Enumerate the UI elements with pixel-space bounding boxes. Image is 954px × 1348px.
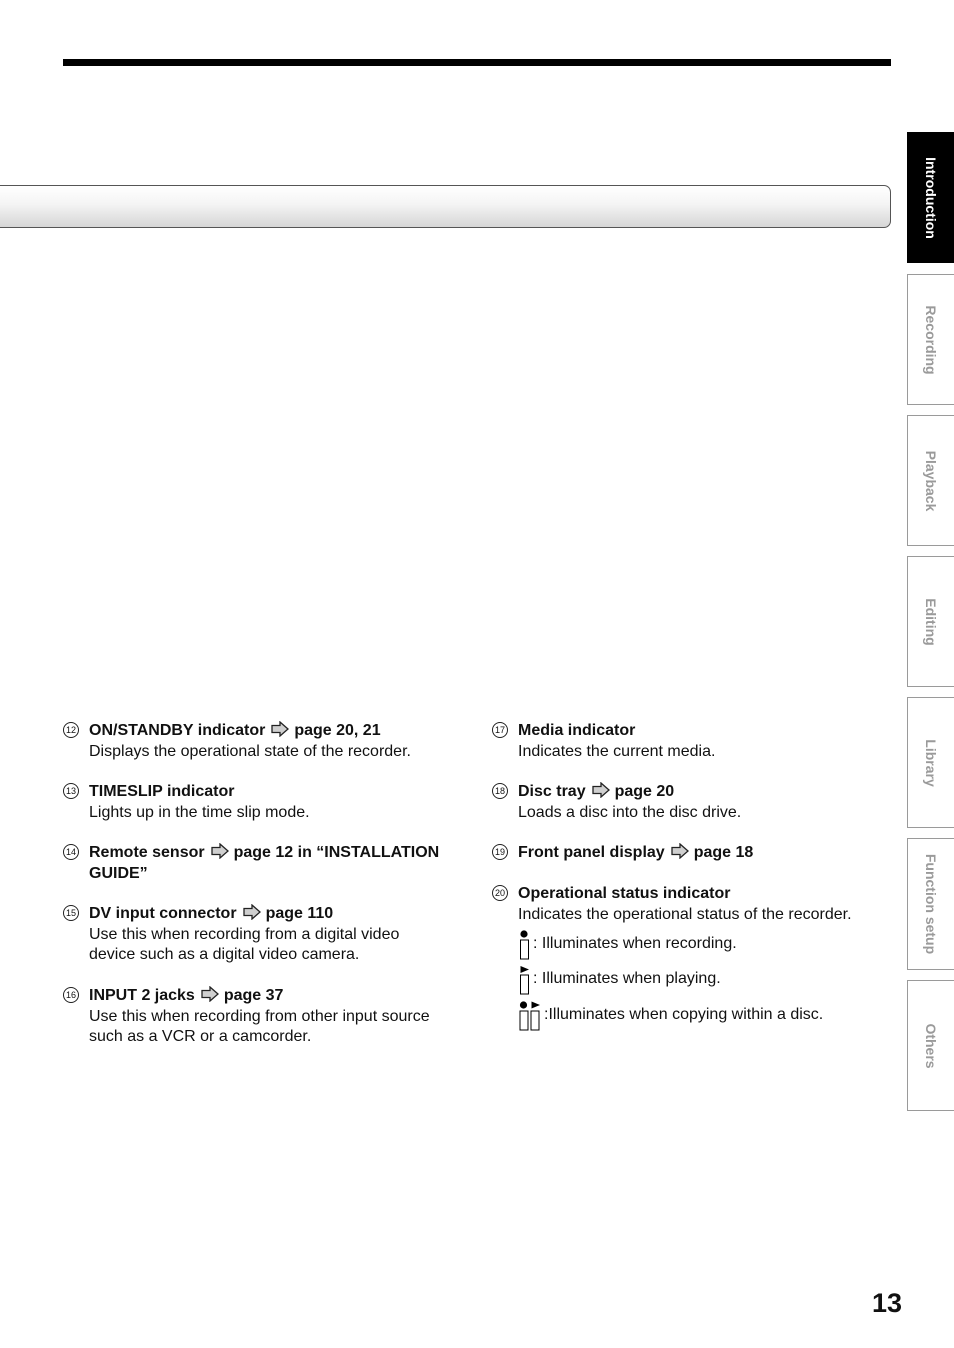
tab-label: Function setup xyxy=(923,853,939,955)
item-number: 18 xyxy=(492,783,508,799)
item-number: 17 xyxy=(492,722,508,738)
item-title: INPUT 2 jacks xyxy=(89,987,195,1004)
copy-indicator-icon xyxy=(518,1000,544,1032)
page-reference-arrow-icon xyxy=(200,986,220,1002)
page-reference: page 37 xyxy=(223,987,284,1004)
tab-label: Editing xyxy=(923,597,939,646)
item-title: Operational status indicator xyxy=(518,885,731,902)
page-reference-arrow-icon xyxy=(210,843,230,859)
page-reference: page 20, 21 xyxy=(294,722,381,739)
item-description: Use this when recording from a digital video device such as a digital video camera. xyxy=(89,925,400,963)
page-reference: page 110 xyxy=(265,905,334,922)
tab-function-setup[interactable] xyxy=(907,838,954,970)
page-reference: page 12 in “INSTALLATION GUIDE” xyxy=(89,844,440,882)
tab-label: Others xyxy=(923,1022,939,1069)
page-reference: page 18 xyxy=(693,844,754,861)
item-title: Media indicator xyxy=(518,722,636,739)
item-title: TIMESLIP indicator xyxy=(89,783,235,800)
item-number: 15 xyxy=(63,905,79,921)
status-description: : Illuminates when playing. xyxy=(533,970,721,987)
tab-label: Library xyxy=(923,738,939,787)
item-title: Disc tray xyxy=(518,783,586,800)
item-description: Indicates the current media. xyxy=(518,742,716,760)
tab-recording[interactable] xyxy=(907,274,954,405)
status-description: : Illuminates when recording. xyxy=(533,935,737,952)
item-number: 20 xyxy=(492,885,508,901)
tab-introduction[interactable] xyxy=(907,132,954,263)
item-number: 12 xyxy=(63,722,79,738)
item-description: Indicates the operational status of the recorder. xyxy=(518,905,852,923)
status-description: :Illuminates when copying within a disc. xyxy=(544,1006,824,1023)
record-indicator-icon xyxy=(518,929,532,961)
page-reference-arrow-icon xyxy=(270,721,290,737)
item-number: 13 xyxy=(63,783,79,799)
tab-library[interactable] xyxy=(907,697,954,828)
top-rule xyxy=(63,59,891,66)
tab-label: Playback xyxy=(923,450,939,511)
tab-playback[interactable] xyxy=(907,415,954,546)
item-description: Loads a disc into the disc drive. xyxy=(518,803,742,821)
page-reference-arrow-icon xyxy=(591,782,611,798)
page-reference-arrow-icon xyxy=(242,904,262,920)
item-title: Remote sensor xyxy=(89,844,205,861)
item-title: Front panel display xyxy=(518,844,665,861)
item-title: DV input connector xyxy=(89,905,237,922)
tab-label: Recording xyxy=(923,304,939,375)
item-title: ON/STANDBY indicator xyxy=(89,722,266,739)
page-number: 13 xyxy=(872,1288,903,1318)
page-reference-arrow-icon xyxy=(670,843,690,859)
page-reference: page 20 xyxy=(614,783,675,800)
item-description: Use this when recording from other input source such as a VCR or a camcorder. xyxy=(89,1007,430,1045)
tab-label: Introduction xyxy=(923,156,939,239)
item-description: Lights up in the time slip mode. xyxy=(89,803,310,821)
section-header-bar xyxy=(0,185,891,228)
item-number: 14 xyxy=(63,844,79,860)
item-description: Displays the operational state of the recorder. xyxy=(89,742,411,760)
play-indicator-icon xyxy=(518,964,532,996)
tab-others[interactable] xyxy=(907,980,954,1111)
tab-editing[interactable] xyxy=(907,556,954,687)
item-number: 16 xyxy=(63,987,79,1003)
item-number: 19 xyxy=(492,844,508,860)
